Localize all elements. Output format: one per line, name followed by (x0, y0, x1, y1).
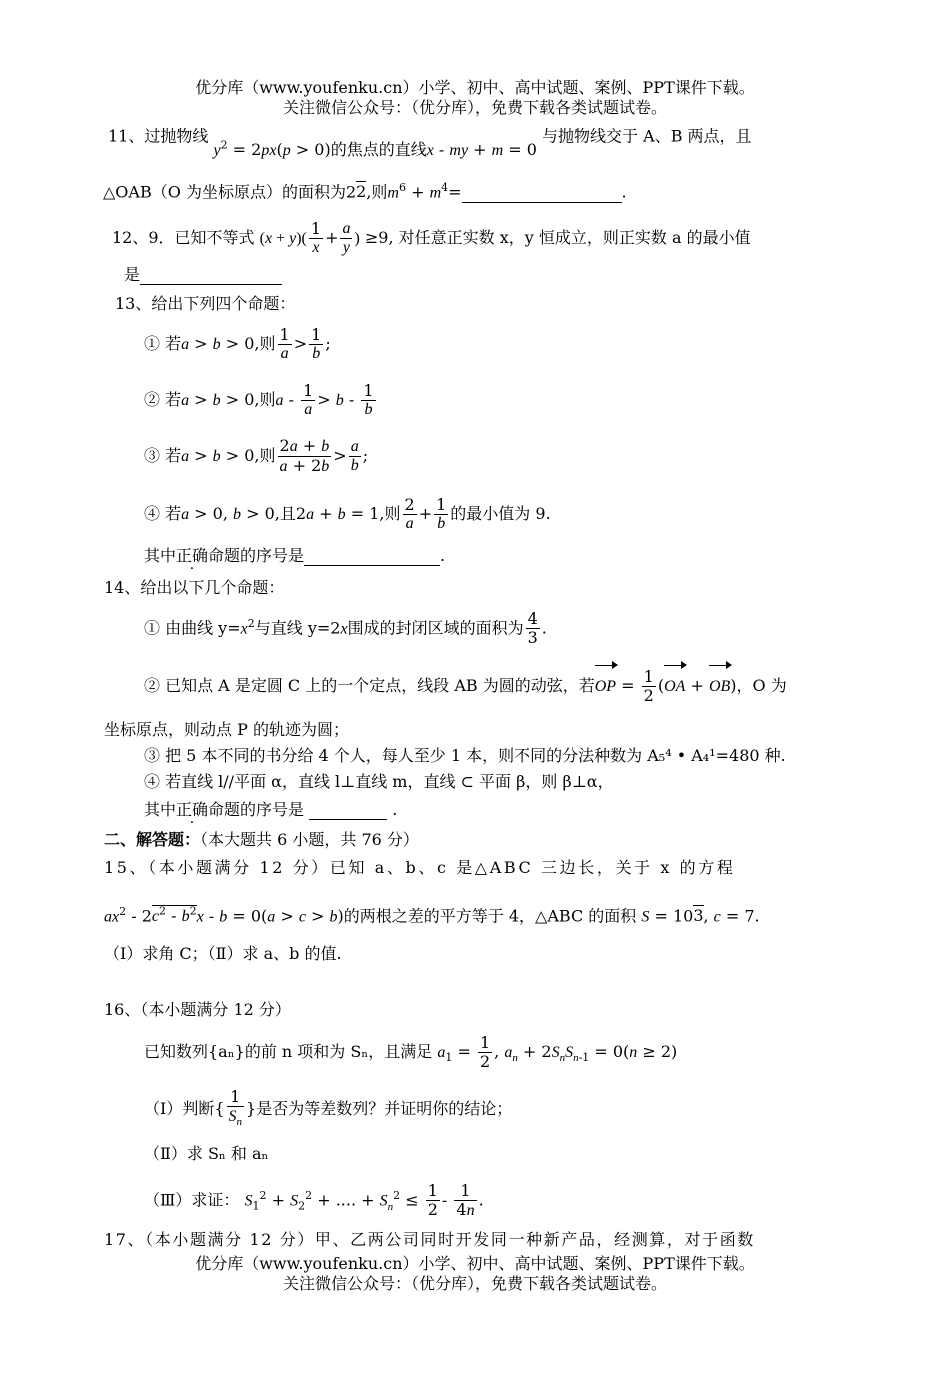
footer-line-1: 优分库（www.youfenku.cn）小学、初中、高中试题、案例、PPT课件下载。 (195, 1254, 755, 1273)
q14-item-2: ② 已知点 A 是定圆 C 上的一个定点，线段 AB 为圆的动弦，若OP = $\frac{1}{2}$ (OA + OB)，O 为 (144, 667, 787, 705)
q13-item-1: ① 若a > b > 0,则 $\frac{1}{a}$ > $\frac{1}{b}$ ; (144, 325, 331, 362)
q12-line-2: 是 (124, 265, 282, 285)
q11-line-2: △OAB（O 为坐标原点）的面积为22,则$m^6 + m^4=$ . (103, 181, 627, 202)
q14-title: 14、给出以下几个命题： (104, 578, 285, 597)
q14-item-4: ④ 若直线 l//平面 α，直线 l⊥直线 m，直线 ⊂ 平面 β，则 β⊥α， (144, 772, 614, 791)
q14-item-3: ③ 把 5 本不同的书分给 4 个人，每人至少 1 本，则不同的分法种数为 A₅⁴ • A₄¹=480 种. (144, 746, 786, 765)
section-2-heading: 二、解答题：（本大题共 6 小题，共 76 分） (104, 830, 419, 849)
q13-item-2: ② 若a > b > 0,则a - $\frac{1}{a}$ > b - $\frac{1}{b}$ (144, 381, 374, 418)
q14-item-2-cont: 坐标原点，则动点 P 的轨迹为圆； (104, 720, 349, 739)
q13-conclusion: 其中正确命题的序号是 . (144, 546, 446, 565)
q11-suffix: 与抛物线交于 A、B 两点，且 (542, 126, 752, 146)
q15-line-1: 15、（本小题满分 12 分）已知 a、b、c 是△ABC 三边长，关于 x 的方程 (104, 858, 736, 877)
q14-item-1: ① 由曲线 $y=x^2$与直线 y=2x围成的封闭区域的面积为 $\frac{4}{3}$ . (144, 609, 547, 648)
header-line-1: 优分库（www.youfenku.cn）小学、初中、高中试题、案例、PPT课件下载。 (195, 78, 755, 97)
q13-title: 13、给出下列四个命题： (115, 294, 296, 313)
q17-line-1: 17、（本小题满分 12 分）甲、乙两公司同时开发同一种新产品，经测算，对于函数 (104, 1230, 755, 1249)
q13-item-3: ③ 若a > b > 0,则 $\frac{2a + b}{a + 2b}$ > $\frac{a}{b}$ ; (144, 436, 369, 475)
q15-line-3: （Ⅰ）求角 C；（Ⅱ）求 a、b 的值. (104, 944, 342, 963)
q12-line-1: 12、9．已知不等式 (x + y)( $\frac{1}{x}$ + $\frac{a}{y}$ ) ≥9, 对任意正实数 x，y 恒成立，则正实数 a 的最小值 (112, 219, 751, 256)
q13-item-4: ④ 若a > 0, b > 0,且2a + b = 1,则 $\frac{2}{a}$ + $\frac{1}{b}$ 的最小值为 9. (144, 495, 551, 532)
header-line-2: 关注微信公众号：（优分库），免费下载各类试题试卷。 (282, 98, 667, 117)
q11-formula: $y^2 = 2px(p > 0)$的焦点的直线x - my + m = 0 (213, 139, 543, 160)
q16-part-2: （Ⅱ）求 Sₙ 和 aₙ (144, 1144, 269, 1163)
q16-part-1: （Ⅰ）判断{ $\frac{1}{S_n}$ }是否为等差数列？并证明你的结论； (144, 1087, 513, 1129)
q11-line-1 (108, 122, 752, 160)
q16-part-3: （Ⅲ）求证： $S_1^2 + S_2^2$ + .... + $S_n^2$ ≤ $\frac{1}{2}$ - $\frac{1}{4n}$ . (144, 1180, 484, 1220)
q11-prefix: 11、过抛物线 (108, 126, 209, 146)
q14-conclusion: 其中正确命题的序号是 . (144, 800, 398, 819)
q16-title: 16、（本小题满分 12 分） (104, 1000, 291, 1019)
footer-line-2: 关注微信公众号：（优分库），免费下载各类试题试卷。 (282, 1274, 667, 1293)
q15-line-2: $ax^2 - 2c^2 - b^2x - b = 0(a > c > b)$的两根之差的平方等于 4，△ABC 的面积 S = 103, c = 7. (104, 905, 760, 926)
q16-intro: 已知数列{aₙ}的前 n 项和为 Sₙ，且满足 $a_1$ = $\frac{1}{2}$ , $a_n + 2S_nS_{n-1} = 0(n \ge 2)$ (144, 1033, 678, 1071)
